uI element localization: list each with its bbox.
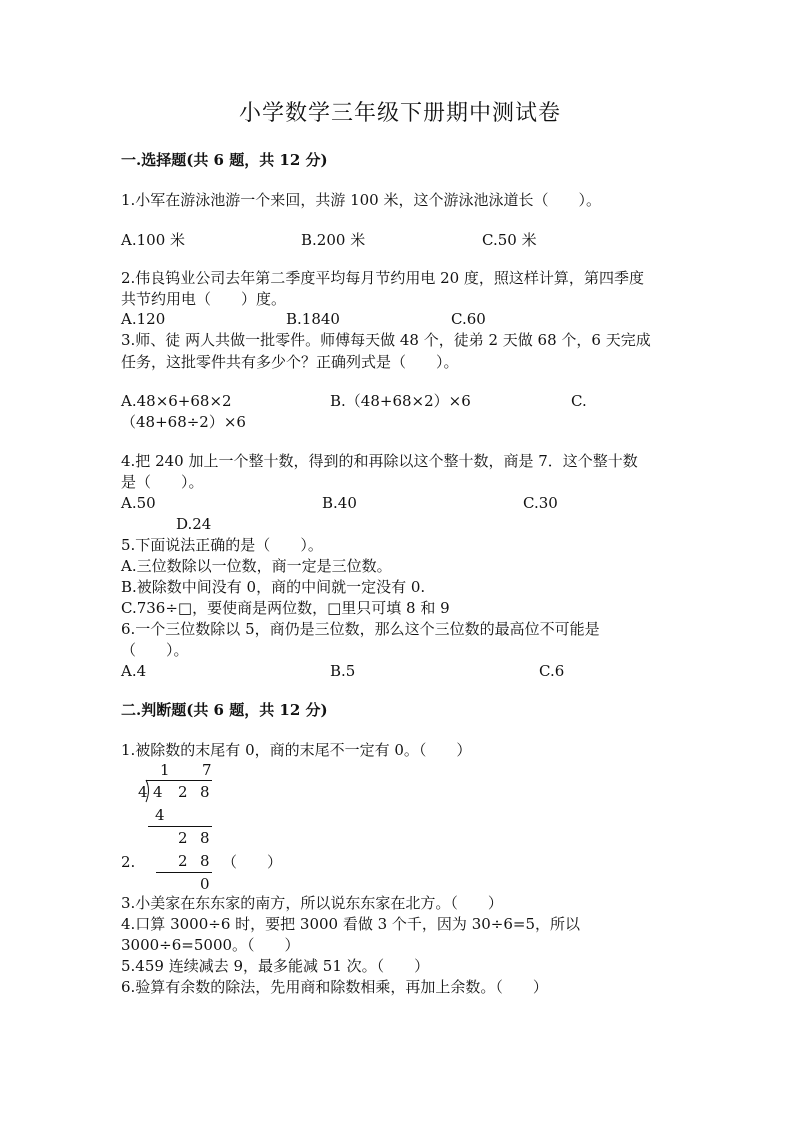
judgement-2-answer-paren: （ ） (222, 853, 283, 871)
question-4-option-a: A.50 (121, 494, 156, 512)
question-2-stem-line1: 2.伟良钨业公司去年第二季度平均每月节约用电 20 度，照这样计算，第四季度 (121, 269, 644, 287)
dividend-digit: 4 (153, 783, 163, 801)
question-4-option-c: C.30 (523, 494, 558, 512)
question-3-stem-line2: 任务，这批零件共有多少个？正确列式是（ ）。 (121, 353, 459, 371)
question-5-stem: 5.下面说法正确的是（ ）。 (121, 536, 323, 554)
remainder-digit: 0 (200, 875, 210, 893)
step-line (156, 872, 212, 873)
question-2-option-b: B.1840 (286, 310, 340, 328)
judgement-1: 1.被除数的末尾有 0，商的末尾不一定有 0。（ ） (121, 741, 472, 759)
question-3-stem-line1: 3.师、徒 两人共做一批零件。师傅每天做 48 个，徒弟 2 天做 68 个，6 天完成 (121, 331, 651, 349)
section-heading-choice: 一.选择题(共 6 题，共 12 分) (121, 151, 328, 169)
question-6-stem-line1: 6.一个三位数除以 5，商仍是三位数，那么这个三位数的最高位不可能是 (121, 620, 600, 638)
question-5-option-a: A.三位数除以一位数，商一定是三位数。 (121, 557, 392, 575)
question-1-option-c: C.50 米 (482, 231, 537, 249)
question-1-option-b: B.200 米 (301, 231, 366, 249)
question-6-option-a: A.4 (121, 662, 147, 680)
question-4-stem-line2: 是（ ）。 (121, 473, 204, 491)
step-digit: 2 (178, 829, 188, 847)
question-1-stem: 1.小军在游泳池游一个来回，共游 100 米，这个游泳池泳道长（ ）。 (121, 191, 601, 209)
judgement-4-line1: 4.口算 3000÷6 时，要把 3000 看做 3 个千，因为 30÷6=5，所以 (121, 915, 581, 933)
question-6-option-c: C.6 (539, 662, 565, 680)
question-3-option-a: A.48×6+68×2 (121, 392, 232, 410)
question-5-option-c: C.736÷□，要使商是两位数，□里只可填 8 和 9 (121, 599, 450, 617)
question-2-option-c: C.60 (451, 310, 486, 328)
step-line (148, 826, 212, 827)
question-3-option-c-continued: （48+68÷2）×6 (121, 413, 246, 431)
question-5-option-b: B.被除数中间没有 0，商的中间就一定没有 0. (121, 578, 426, 596)
judgement-2-number: 2. (121, 853, 136, 871)
quotient-digit: 7 (202, 761, 212, 779)
question-4-option-b: B.40 (322, 494, 357, 512)
question-4-stem-line1: 4.把 240 加上一个整十数，得到的和再除以这个整十数，商是 7．这个整十数 (121, 452, 638, 470)
question-3-option-b: B.（48+68×2）×6 (330, 392, 471, 410)
question-3-option-c: C. (571, 392, 587, 410)
question-6-stem-line2: （ ）。 (121, 641, 189, 659)
section-heading-judgement: 二.判断题(共 6 题，共 12 分) (121, 701, 328, 719)
question-6-option-b: B.5 (330, 662, 356, 680)
division-bracket (144, 779, 152, 803)
step-digit: 8 (200, 829, 210, 847)
divisor-digit: 4 (138, 783, 148, 801)
judgement-6: 6.验算有余数的除法，先用商和除数相乘，再加上余数。（ ） (121, 978, 548, 996)
division-bar (146, 780, 212, 781)
dividend-digit: 2 (178, 783, 188, 801)
judgement-5: 5.459 连续减去 9，最多能减 51 次。（ ） (121, 957, 430, 975)
step-digit: 8 (200, 852, 210, 870)
quotient-digit: 1 (160, 761, 170, 779)
judgement-4-line2: 3000÷6=5000。（ ） (121, 936, 300, 954)
page-title: 小学数学三年级下册期中测试卷 (238, 101, 561, 126)
question-1-option-a: A.100 米 (121, 231, 185, 249)
question-2-stem-line2: 共节约用电（ ）度。 (121, 290, 287, 308)
step-digit: 4 (155, 806, 165, 824)
question-2-option-a: A.120 (121, 310, 166, 328)
judgement-3: 3.小美家在东东家的南方，所以说东东家在北方。（ ） (121, 894, 503, 912)
question-4-option-d: D.24 (176, 515, 212, 533)
step-digit: 2 (178, 852, 188, 870)
dividend-digit: 8 (200, 783, 210, 801)
